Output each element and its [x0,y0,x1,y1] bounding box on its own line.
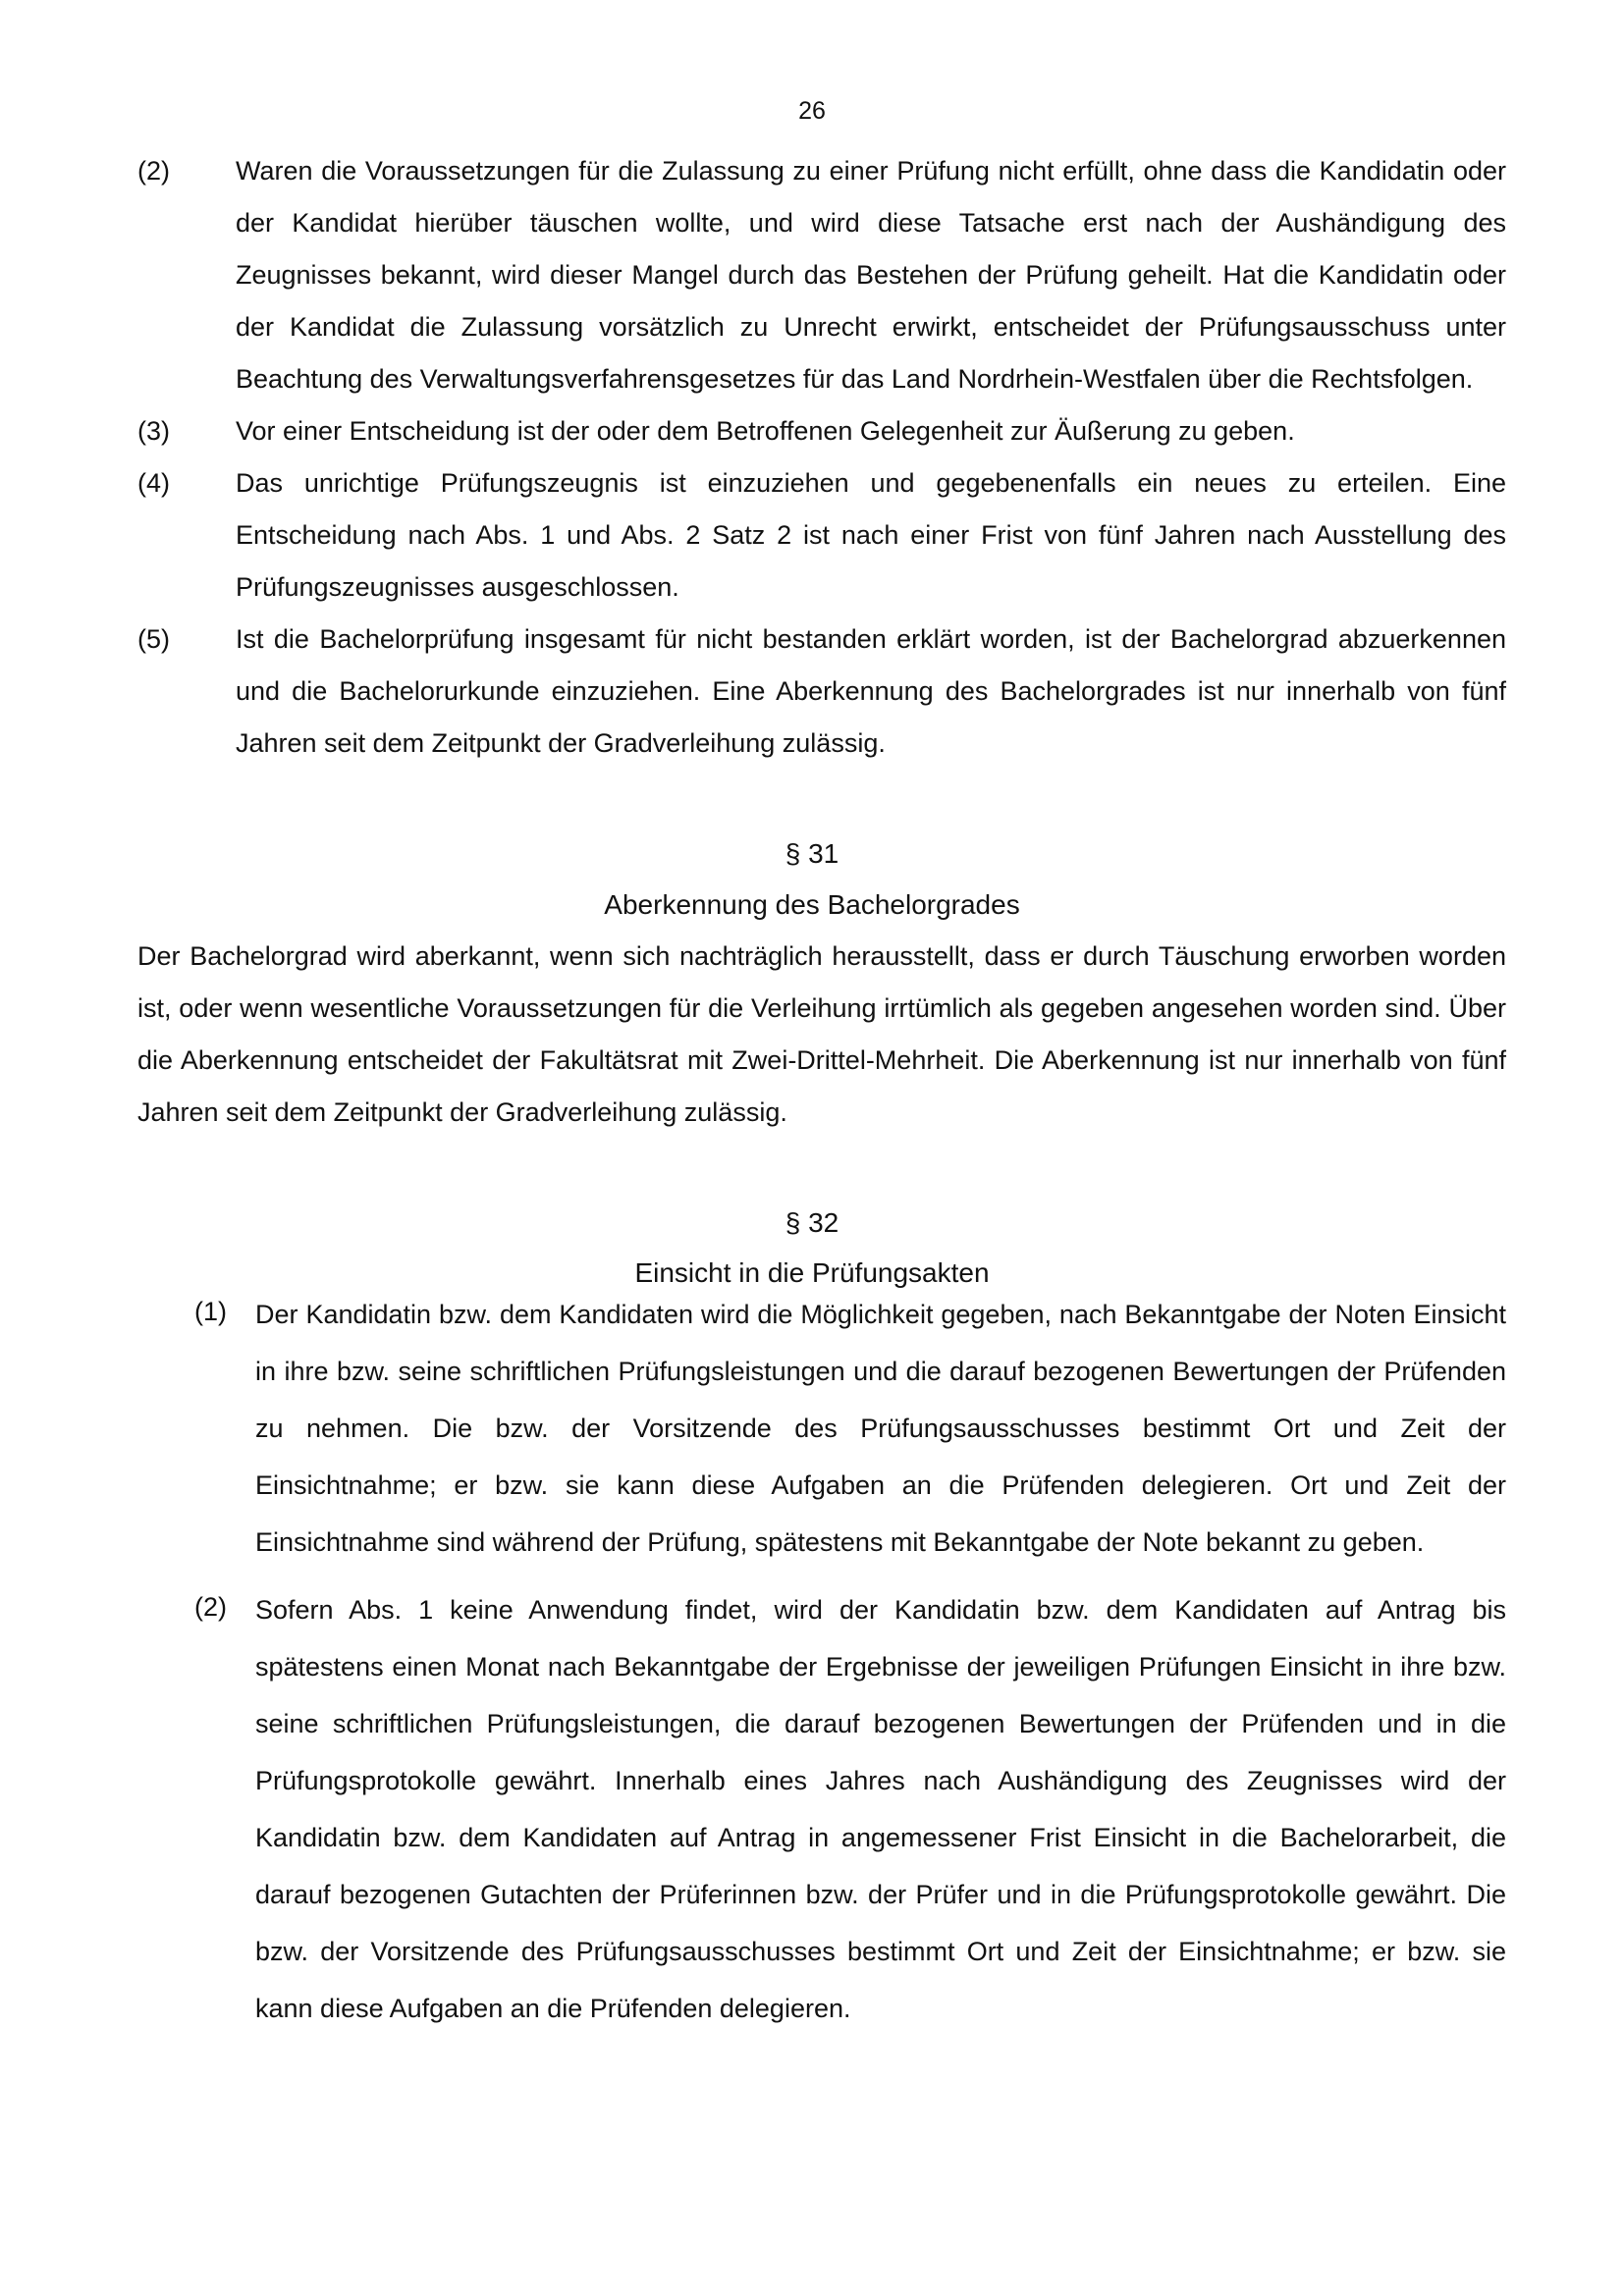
paragraph-text: Sofern Abs. 1 keine Anwendung findet, wird der Kandidatin bzw. dem Kandidaten auf Antrag bis spätestens einen Monat nach Bekanntgabe der Ergebnisse der jeweiligen Prüfungen Einsicht in ihre bzw. seine schriftlichen Prüfungsleistungen, die darauf bezogenen Bewertungen der Prüfenden und in die Prüfungsprotokolle gewährt. Innerhalb eines Jahres nach Aushändigung des Zeugnisses wird der Kandidatin bzw. dem Kandidaten auf Antrag in angemessener Frist Einsicht in die Bachelorarbeit, die darauf bezogenen Gutachten der Prüferinnen bzw. der Prüfer und in die Prüfungsprotokolle gewährt. Die bzw. der Vorsitzende des Prüfungsausschusses bestimmt Ort und Zeit der Einsichtnahme; er bzw. sie kann diese Aufgaben an die Prüfenden delegieren. [255,1595,1506,2023]
paragraph-text: Waren die Voraussetzungen für die Zulassung zu einer Prüfung nicht erfüllt, ohne dass die Kandidatin oder der Kandidat hierüber täuschen wollte, und wird diese Tatsache erst nach der Aushändigung des Zeugnisses bekannt, wird dieser Mangel durch das Bestehen der Prüfung geheilt. Hat die Kandidatin oder der Kandidat die Zulassung vorsätzlich zu Unrecht erwirkt, entscheidet der Prüfungsausschuss unter Beachtung des Verwaltungsverfahrensgesetzes für das Land Nordrhein-Westfalen über die Rechtsfolgen. [236,156,1506,394]
section-number: § 31 [785,838,839,869]
section-number: § 32 [785,1207,839,1238]
section-title: Aberkennung des Bachelorgrades [604,889,1020,920]
paragraph-number: (2) [137,156,170,186]
paragraph-number: (3) [137,416,170,446]
paragraph-number: (1) [194,1297,227,1326]
page-number: 26 [798,97,826,125]
paragraph-number: (4) [137,468,170,498]
paragraph-text: Ist die Bachelorprüfung insgesamt für nicht bestanden erklärt worden, ist der Bachelorgrad abzuerkennen und die Bachelorurkunde einzuziehen. Eine Aberkennung des Bachelorgrades ist nur innerhalb von fünf Jahren seit dem Zeitpunkt der Gradverleihung zulässig. [236,624,1506,758]
section-text: Der Bachelorgrad wird aberkannt, wenn sich nachträglich herausstellt, dass er durch Täuschung erworben worden ist, oder wenn wesentliche Voraussetzungen für die Verleihung irrtümlich als gegeben angesehen worden sind. Über die Aberkennung entscheidet der Fakultätsrat mit Zwei-Drittel-Mehrheit. Die Aberkennung ist nur innerhalb von fünf Jahren seit dem Zeitpunkt der Gradverleihung zulässig. [137,941,1506,1127]
paragraph-number: (5) [137,624,170,654]
paragraph-text: Das unrichtige Prüfungszeugnis ist einzuziehen und gegebenenfalls ein neues zu erteilen. Eine Entscheidung nach Abs. 1 und Abs. 2 Satz 2 ist nach einer Frist von fünf Jahren nach Ausstellung des Prüfungszeugnisses ausgeschlossen. [236,468,1506,602]
paragraph-number: (2) [194,1592,227,1622]
paragraph-text: Vor einer Entscheidung ist der oder dem Betroffenen Gelegenheit zur Äußerung zu geben. [236,416,1295,446]
section-title: Einsicht in die Prüfungsakten [634,1257,990,1288]
paragraph-text: Der Kandidatin bzw. dem Kandidaten wird die Möglichkeit gegeben, nach Bekanntgabe der Noten Einsicht in ihre bzw. seine schriftlichen Prüfungsleistungen und die darauf bezogenen Bewertungen der Prüfenden zu nehmen. Die bzw. der Vorsitzende des Prüfungsausschusses bestimmt Ort und Zeit der Einsichtnahme; er bzw. sie kann diese Aufgaben an die Prüfenden delegieren. Ort und Zeit der Einsichtnahme sind während der Prüfung, spätestens mit Bekanntgabe der Note bekannt zu geben. [255,1300,1506,1557]
